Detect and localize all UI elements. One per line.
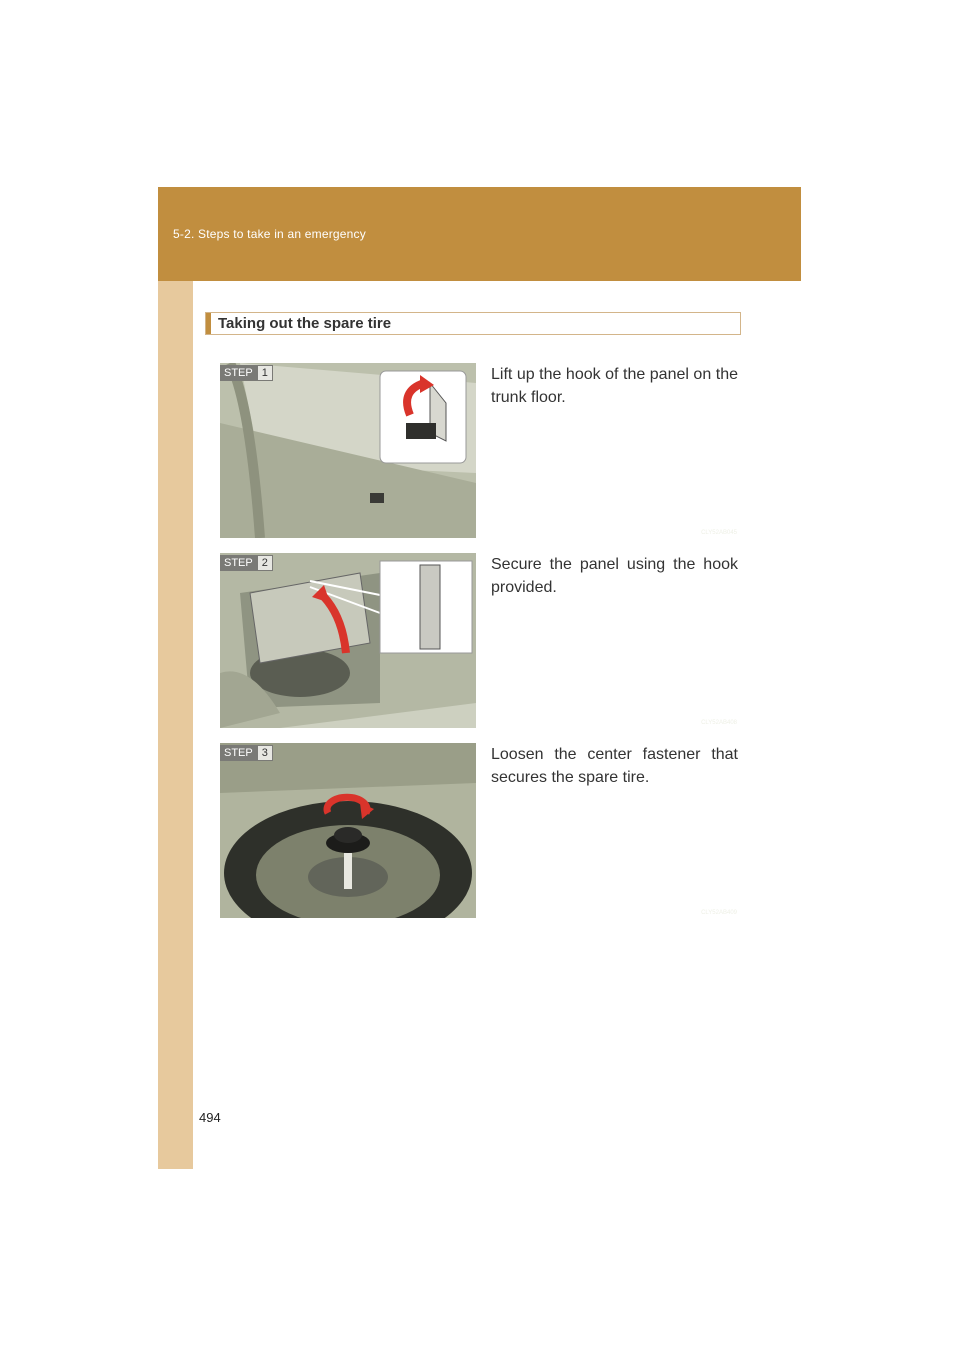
step-3 [220,743,741,918]
page-number: 494 [199,1110,221,1125]
step-badge [220,365,273,381]
side-strip [158,281,193,1169]
section-title: Taking out the spare tire [218,315,392,332]
trunk-open-image [220,363,476,538]
step-2 [220,553,741,728]
step-badge [220,745,273,761]
step-word: STEP [220,555,257,571]
step-instruction: Lift up the hook of the panel on the trunk floor. [491,366,738,406]
step-number: 1 [257,365,273,381]
step-number: 2 [257,555,273,571]
spare-tire-image [220,743,476,918]
step-instruction: Loosen the center fastener that secures the spare tire. [491,746,738,786]
panel-secured-image [220,553,476,728]
step-instruction: Secure the panel using the hook provided. [491,556,738,596]
step-2-illustration [220,553,476,728]
step-badge [220,555,273,571]
header-band [158,187,801,281]
step-number: 3 [257,745,273,761]
title-accent [206,313,211,334]
image-code: CLY52AB408 [701,720,737,726]
section-breadcrumb: 5-2. Steps to take in an emergency [173,227,366,241]
step-1-illustration [220,363,476,538]
step-word: STEP [220,745,257,761]
step-3-illustration [220,743,476,918]
step-1 [220,363,741,538]
step-word: STEP [220,365,257,381]
image-code: CLY52AB409 [701,910,737,916]
image-code: CLY52AB045 [701,530,737,536]
section-title-bar [205,312,741,335]
